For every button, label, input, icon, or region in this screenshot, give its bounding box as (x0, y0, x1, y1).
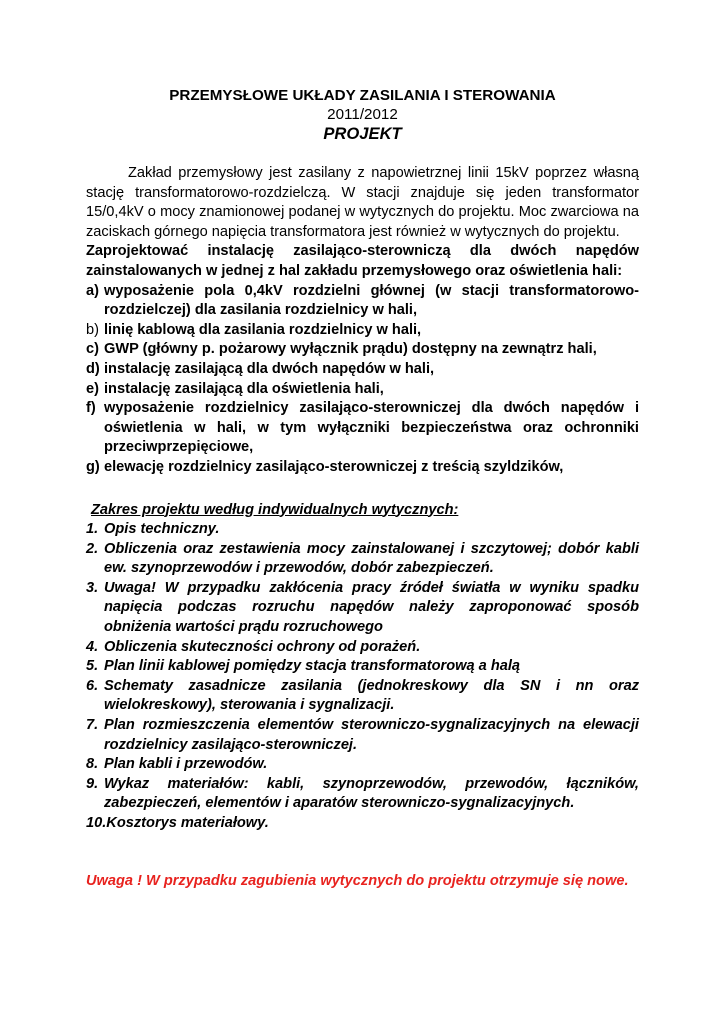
scope-item-marker: 9. (86, 775, 99, 792)
scope-item-text: Opis techniczny. (104, 521, 220, 538)
scope-item-marker: 6. (86, 677, 99, 694)
document-title: PRZEMYSŁOWE UKŁADY ZASILANIA I STEROWANIA (169, 87, 556, 104)
scope-item-text: Wykaz materiałów: kabli, szynoprzewodów, przewodów, łączników, zabezpieczeń, elementów i aparatów sterowniczo-sygnalizacyjnych. (104, 775, 639, 812)
task-item-text: wyposażenie rozdzielnicy zasilająco-sterowniczej dla dwóch napędów i oświetlenia w hali, w tym wyłączniki bezpieczeństwa oraz ochronniki przeciwprzepięciowe, (104, 400, 639, 456)
task-item-c (86, 340, 639, 360)
scope-item-text: Plan linii kablowej pomiędzy stacja transformatorową a halą (104, 658, 521, 675)
task-statement-line-1: Zaprojektować instalację zasilająco-sterowniczą dla dwóch napędów (86, 243, 639, 260)
scope-item-3 (86, 579, 639, 638)
scope-item-marker: 1. (86, 521, 99, 538)
scope-item-9 (86, 775, 639, 814)
task-item-marker: c) (86, 341, 99, 358)
scope-item-text: Plan kabli i przewodów. (104, 756, 268, 773)
scope-item-2 (86, 540, 639, 579)
task-item-marker: a) (86, 282, 99, 299)
scope-item-marker: 8. (86, 756, 99, 773)
scope-item-text: Plan rozmieszczenia elementów sterowniczo-sygnalizacyjnych na elewacji rozdzielnicy zasilająco-sterowniczej. (104, 717, 639, 753)
task-item-f (86, 399, 639, 458)
task-item-text: wyposażenie pola 0,4kV rozdzielni głównej (w stacji transformatorowo-rozdzielczej) dla zasilania rozdzielnicy w hali, (104, 282, 639, 319)
task-item-marker: g) (86, 458, 100, 475)
scope-item-text: Obliczenia oraz zestawienia mocy zainstalowanej i szczytowej; dobór kabli ew. szynoprzewodów i przewodów, dobór zabezpieczeń. (104, 540, 639, 577)
task-item-marker: f) (86, 400, 96, 417)
warning-note: Uwaga ! W przypadku zagubienia wytycznych do projektu otrzymuje się nowe. (86, 872, 629, 889)
task-item-marker: d) (86, 360, 100, 377)
scope-item-marker: 3. (86, 579, 99, 596)
document-page (86, 86, 639, 891)
scope-item-text: Uwaga! W przypadku zakłócenia pracy źródeł światła w wyniku spadku napięcia podczas rozruchu napędów należy zaproponować sposób obniżenia wartości prądu rozruchowego (104, 579, 639, 636)
task-item-a (86, 282, 639, 321)
task-item-d (86, 360, 639, 380)
scope-item-1 (86, 520, 639, 540)
task-item-text: elewację rozdzielnicy zasilająco-sterowniczej z treścią szyldzików, (104, 458, 564, 475)
scope-list (86, 520, 639, 834)
task-item-text: GWP (główny p. pożarowy wyłącznik prądu) dostępny na zewnątrz hali, (104, 341, 597, 358)
scope-item-text: Obliczenia skuteczności ochrony od porażeń. (104, 638, 421, 655)
scope-item-marker: 7. (86, 717, 99, 734)
task-item-g (86, 458, 639, 478)
scope-item-marker: 5. (86, 658, 99, 675)
scope-item-7 (86, 716, 639, 755)
task-item-text: linię kablową dla zasilania rozdzielnicy w hali, (104, 321, 422, 338)
scope-item-8 (86, 755, 639, 775)
task-item-text: instalację zasilającą dla oświetlenia hali, (104, 380, 384, 397)
scope-item-10 (86, 814, 639, 834)
document-subtitle: PROJEKT (323, 124, 402, 143)
academic-year: 2011/2012 (327, 106, 398, 123)
task-item-b (86, 321, 639, 341)
scope-item-marker: 10. (86, 815, 107, 831)
scope-item-text: Schematy zasadnicze zasilania (jednokreskowy dla SN i nn oraz wielokreskowy), sterowania i sygnalizacji. (104, 677, 639, 714)
task-statement-line-2: zainstalowanych w jednej z hal zakładu przemysłowego oraz oświetlenia hali: (86, 262, 623, 279)
scope-item-marker: 4. (86, 638, 99, 655)
task-item-marker: e) (86, 380, 99, 397)
scope-item-text: Kosztorys materiałowy. (106, 815, 269, 831)
scope-item-6 (86, 677, 639, 716)
intro-paragraph: Zakład przemysłowy jest zasilany z napowietrznej linii 15kV poprzez własną stację transformatorowo-rozdzielczą. W stacji znajduje się jeden transformator 15/0,4kV o mocy znamionowej podanej w wytycznych do projektu. Moc zwarciowa na zaciskach górnego napięcia transformatora jest również w wytycznych do projektu. (86, 165, 639, 240)
scope-title: Zakres projektu według indywidualnych wytycznych: (91, 501, 459, 518)
scope-item-5 (86, 657, 639, 677)
task-item-text: instalację zasilającą dla dwóch napędów w hali, (104, 360, 435, 377)
task-item-marker: b) (86, 321, 99, 338)
task-item-e (86, 380, 639, 400)
scope-item-4 (86, 638, 639, 658)
scope-item-marker: 2. (86, 540, 99, 557)
task-items-list (86, 282, 639, 478)
